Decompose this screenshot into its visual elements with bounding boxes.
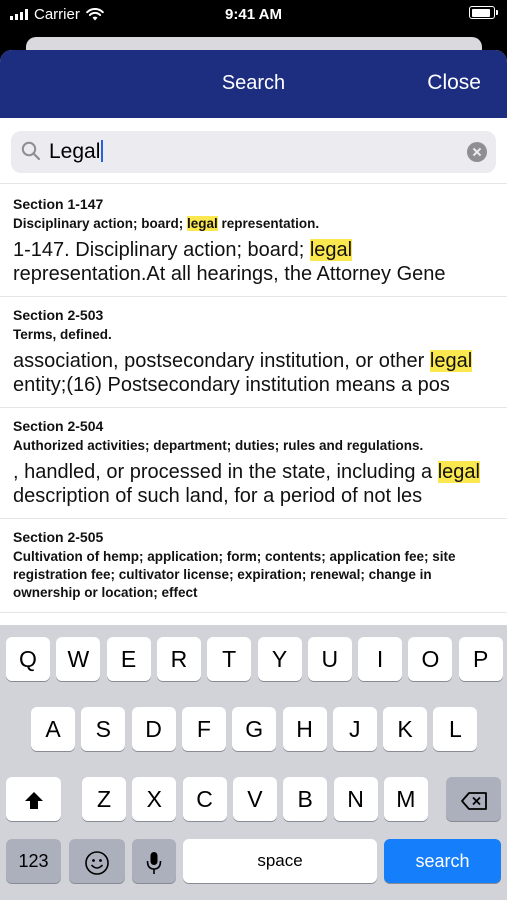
search-value: Legal xyxy=(49,140,101,163)
key-u[interactable]: U xyxy=(308,637,352,681)
backspace-icon xyxy=(460,791,488,811)
delete-key[interactable] xyxy=(446,777,501,821)
emoji-icon xyxy=(84,850,110,876)
result-section: Section 2-503 xyxy=(13,307,104,323)
close-button[interactable]: Close xyxy=(427,71,481,94)
highlight: legal xyxy=(187,216,218,231)
key-d[interactable]: D xyxy=(132,707,176,751)
text-part: entity;(16) Postsecondary institution means a pos xyxy=(13,374,450,396)
key-t[interactable]: T xyxy=(207,637,251,681)
key-q[interactable]: Q xyxy=(6,637,50,681)
highlight: legal xyxy=(429,350,473,372)
key-r[interactable]: R xyxy=(157,637,201,681)
key-h[interactable]: H xyxy=(283,707,327,751)
dictation-key[interactable] xyxy=(132,839,176,883)
text-part: Disciplinary action; board; xyxy=(13,216,188,231)
key-c[interactable]: C xyxy=(183,777,227,821)
search-value-wrap xyxy=(49,140,103,164)
key-z[interactable]: Z xyxy=(82,777,126,821)
key-x[interactable]: X xyxy=(132,777,176,821)
result-section: Section 2-504 xyxy=(13,418,104,434)
result-item[interactable] xyxy=(0,519,507,613)
status-bar xyxy=(0,0,507,30)
search-input[interactable] xyxy=(11,131,496,173)
key-b[interactable]: B xyxy=(283,777,327,821)
status-time: 9:41 AM xyxy=(225,6,282,23)
highlight: legal xyxy=(309,239,353,261)
text-part: representation.At all hearings, the Attorney Gene xyxy=(13,263,446,285)
numbers-key[interactable]: 123 xyxy=(6,839,61,883)
result-heading xyxy=(13,326,494,344)
key-s[interactable]: S xyxy=(81,707,125,751)
text-part: description of such land, for a period of not les xyxy=(13,485,423,507)
result-heading xyxy=(13,437,494,455)
nav-title: Search xyxy=(221,72,286,94)
key-j[interactable]: J xyxy=(333,707,377,751)
highlight: legal xyxy=(437,461,480,483)
result-item[interactable] xyxy=(0,186,507,297)
result-item[interactable] xyxy=(0,408,507,519)
result-snippet xyxy=(13,349,494,397)
key-m[interactable]: M xyxy=(384,777,428,821)
search-icon xyxy=(21,141,41,161)
carrier-label: Carrier xyxy=(34,6,80,23)
microphone-icon xyxy=(145,850,163,876)
search-bar xyxy=(0,118,507,184)
battery-icon xyxy=(469,6,495,19)
key-o[interactable]: O xyxy=(408,637,452,681)
key-i[interactable]: I xyxy=(358,637,402,681)
result-heading xyxy=(13,548,494,602)
text-part: Authorized activities; department; duties; rules and regulations. xyxy=(13,438,424,453)
result-snippet xyxy=(13,238,494,286)
result-snippet xyxy=(13,460,494,508)
search-key[interactable]: search xyxy=(384,839,501,883)
text-part: representation. xyxy=(217,216,320,231)
key-w[interactable]: W xyxy=(56,637,100,681)
key-g[interactable]: G xyxy=(232,707,276,751)
results-list xyxy=(0,186,507,623)
key-a[interactable]: A xyxy=(31,707,75,751)
key-l[interactable]: L xyxy=(433,707,477,751)
key-n[interactable]: N xyxy=(334,777,378,821)
text-caret xyxy=(101,140,103,162)
result-section: Section 1-147 xyxy=(13,196,104,212)
text-part: Cultivation of hemp; application; form; contents; application fee; site registration fee; cultivator license; expiration; renewal; change in ownership or location; effect xyxy=(13,549,456,600)
text-part: 1-147. Disciplinary action; board; xyxy=(13,239,310,261)
result-heading xyxy=(13,215,494,233)
keyboard xyxy=(0,625,507,900)
clear-icon[interactable] xyxy=(467,142,487,162)
key-p[interactable]: P xyxy=(459,637,503,681)
text-part: , handled, or processed in the state, including a xyxy=(13,461,438,483)
emoji-key[interactable] xyxy=(69,839,125,883)
text-part: Terms, defined. xyxy=(13,327,112,342)
space-key[interactable]: space xyxy=(183,839,377,883)
key-y[interactable]: Y xyxy=(258,637,302,681)
key-k[interactable]: K xyxy=(383,707,427,751)
nav-bar xyxy=(0,50,507,118)
shift-key[interactable] xyxy=(6,777,61,821)
result-item[interactable] xyxy=(0,297,507,408)
key-f[interactable]: F xyxy=(182,707,226,751)
result-section: Section 2-505 xyxy=(13,529,104,545)
shift-icon xyxy=(23,790,45,812)
key-v[interactable]: V xyxy=(233,777,277,821)
key-e[interactable]: E xyxy=(107,637,151,681)
text-part: association, postsecondary institution, or other xyxy=(13,350,430,372)
